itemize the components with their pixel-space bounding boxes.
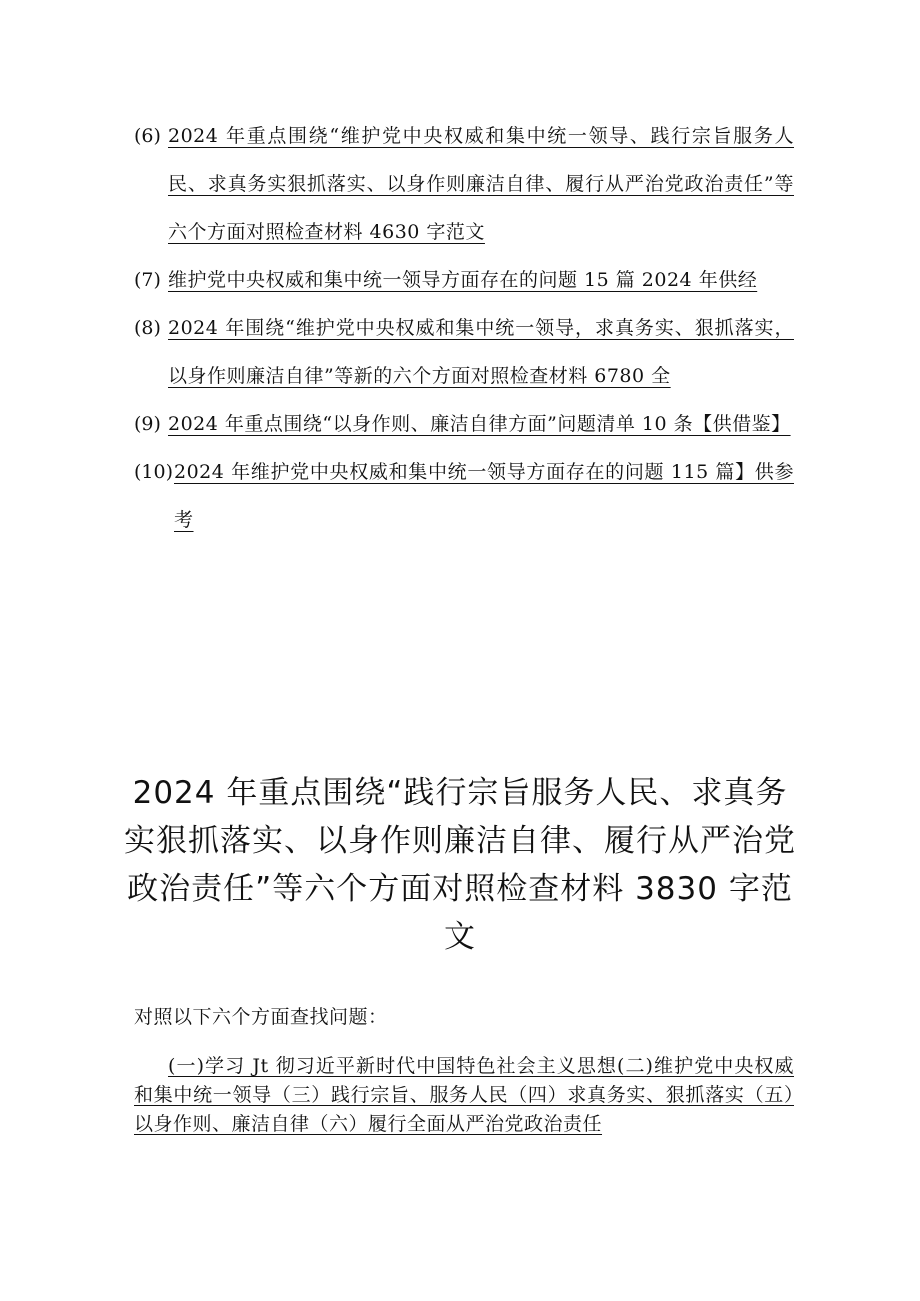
toc-link[interactable]: 维护党中央权威和集中统一领导方面存在的问题 15 篇 2024 年供经 <box>168 269 758 291</box>
toc-item-8[interactable] <box>134 304 794 400</box>
toc-link[interactable]: 2024 年围绕“维护党中央权威和集中统一领导，求真务实、狠抓落实，以身作则廉洁自律”等新的六个方面对照检查材料 6780 全 <box>168 317 794 387</box>
toc-link[interactable]: 2024 年重点围绕“以身作则、廉洁自律方面”问题清单 10 条【供借鉴】 <box>168 413 791 435</box>
toc-number: (6) <box>134 125 161 147</box>
toc-item-10[interactable] <box>134 448 794 544</box>
toc-link[interactable]: 2024 年维护党中央权威和集中统一领导方面存在的问题 115 篇】供参考 <box>174 461 794 531</box>
six-aspects-paragraph: (一)学习 Jt 彻习近平新时代中国特色社会主义思想(二)维护党中央权威和集中统一领导（三）践行宗旨、服务人民（四）求真务实、狠抓落实（五）以身作则、廉洁自律（六）履行全面从严治党政治责任 <box>134 1055 794 1135</box>
intro-text: 对照以下六个方面查找问题： <box>134 1006 388 1028</box>
toc-number: (8) <box>134 317 161 339</box>
toc-item-7[interactable] <box>134 256 794 304</box>
toc-number: (10) <box>134 461 174 483</box>
toc-number: (7) <box>134 269 161 291</box>
toc-item-6[interactable] <box>134 112 794 256</box>
table-of-contents <box>134 112 794 544</box>
document-title: 2024 年重点围绕“践行宗旨服务人民、求真务实狠抓落实、以身作则廉洁自律、履行从严治党政治责任”等六个方面对照检查材料 3830 字范文 <box>124 774 796 955</box>
toc-item-9[interactable] <box>134 400 794 448</box>
toc-link[interactable]: 2024 年重点围绕“维护党中央权威和集中统一领导、践行宗旨服务人民、求真务实狠抓落实、以身作则廉洁自律、履行从严治党政治责任”等六个方面对照检查材料 4630 字范文 <box>168 125 794 243</box>
toc-number: (9) <box>134 413 161 435</box>
